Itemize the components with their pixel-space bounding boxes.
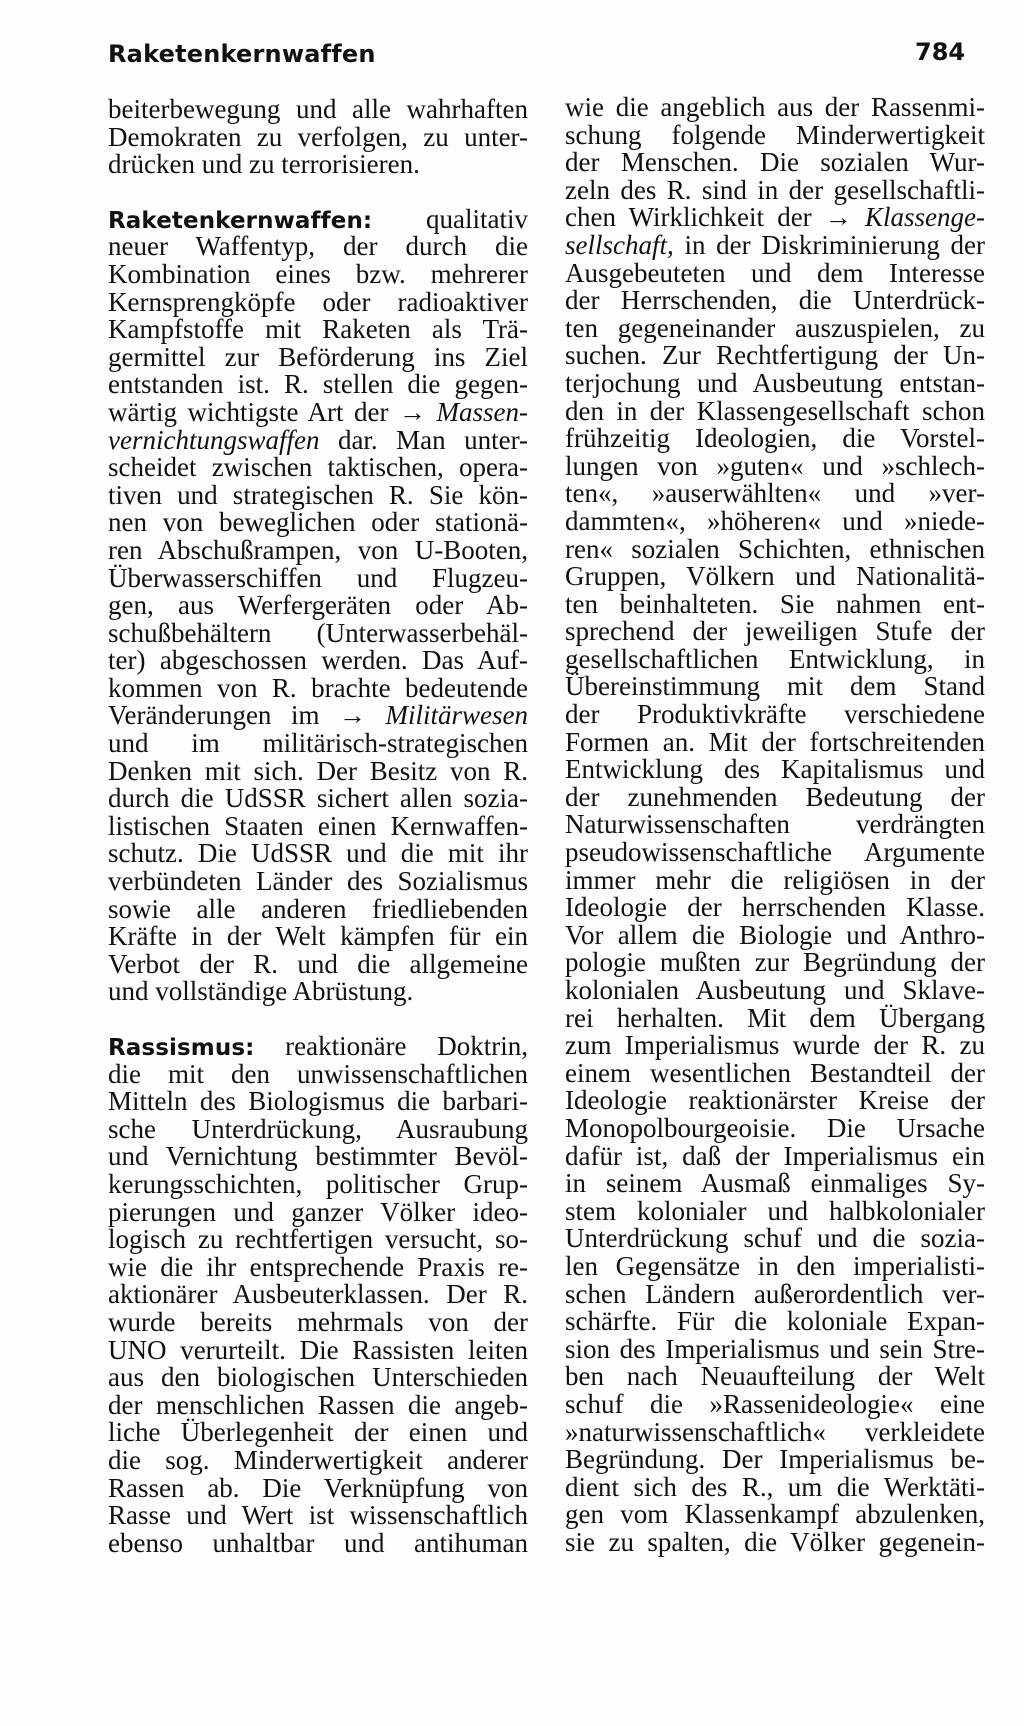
cross-reference-link: Massen- xyxy=(436,396,528,427)
text-line: dafür ist, daß der Imperialismus ein xyxy=(565,1140,985,1171)
text-line: liche Überlegenheit der einen und xyxy=(108,1417,528,1448)
text-line: drücken und zu terrorisieren. xyxy=(108,149,420,180)
text-line: kommen von R. brachte bedeutende xyxy=(108,672,528,703)
entry-term: Raketenkernwaffen: xyxy=(108,207,373,234)
text-line: und Vernichtung bestimmter Bevöl- xyxy=(108,1141,528,1172)
text-line: die sog. Minderwertigkeit anderer xyxy=(108,1444,528,1475)
text-line: Kernsprengköpfe oder radioaktiver xyxy=(108,286,528,317)
text-line: len Gegensätze in den imperialisti- xyxy=(565,1250,985,1281)
right-column: wie die angeblich aus der Rassenmi- schung folgende Minderwertigkeit der Menschen. Die sozialen Wur- zeln des R. sind in der gesellschaftli- chen Wirklichkeit der → Klassenge- sellschaft, in der Diskriminierung der Ausgebeuteten und dem Interesse der Herrschenden, die Unterdrück- ten gegeneinander auszuspielen, zu suchen. Zur Rechtfertigung der Un- terjochung und Ausbeutung entstan- den in der Klassengesellschaft schon frühzeitig Ideologien, die Vorstel- lungen von »guten« und »schlech- ten«, »auserwählten« und »ver- dammten«, »höheren« und »niede- ren« sozialen Schichten, ethnischen Gruppen, Völkern und Nationalitä- ten beinhalteten. Sie nahmen ent- sprechend der jeweiligen Stufe der gesellschaftlichen Entwicklung, in Übereinstimmung mit dem Stand der Produktivkräfte verschiedene Formen an. Mit der fortschreitenden Entwicklung des Kapitalismus und der zunehmenden Bedeutung der Naturwissenschaften verdrängten pseudowissenschaftliche Argumente immer mehr die religiösen in der Ideologie der herrschenden Klasse. Vor allem die Biologie und Anthro- pologie mußten zur Begründung der kolonialen Ausbeutung und Sklave- rei herhalten. Mit dem Übergang zum Imperialismus wurde der R. zu einem wesentlichen Bestandteil der Ideologie reaktionärster Kreise der Monopolbourgeoisie. Die Ursache dafür ist, daß der Imperialismus ein in seinem Ausmaß einmaliges Sy- stem kolonialer und halbkolonialer Unterdrückung schuf und die sozia- len Gegensätze in den imperialisti- schen Ländern außerordentlich ver- schärfte. Für die koloniale Expan- sion des Imperialismus und sein Stre- ben nach Neuaufteilung der Welt schuf die »Rassenideologie« eine »naturwissenschaftlich« verkleidete Begründung. Der Imperialismus be- dient sich des R., um die Werktäti- gen vom Klassenkampf abzulenken, sie zu spalten, die Völker gegenein- xyxy=(565,92,985,1557)
text-line: entstanden ist. R. stellen die gegen- xyxy=(108,369,528,400)
text-line: sie zu spalten, die Völker gegenein- xyxy=(565,1526,985,1557)
continuation-paragraph xyxy=(108,96,528,179)
text-line: ten gegeneinander auszuspielen, zu xyxy=(565,312,985,343)
text-line: aus den biologischen Unterschieden xyxy=(108,1362,528,1393)
text-line: gesellschaftlichen Entwicklung, in xyxy=(565,643,985,674)
text-line: tiven und strategischen R. Sie kön- xyxy=(108,479,528,510)
text-line: Verbot der R. und die allgemeine xyxy=(108,948,528,979)
text-line: einem wesentlichen Bestandteil der xyxy=(565,1057,985,1088)
text-line: listischen Staaten einen Kernwaffen- xyxy=(108,810,528,841)
text-line: aktionärer Ausbeuterklassen. Der R. xyxy=(108,1279,528,1310)
text-line: germittel zur Beförderung ins Ziel xyxy=(108,341,528,372)
text-line: der Menschen. Die sozialen Wur- xyxy=(565,147,985,178)
text-line: durch die UdSSR sichert allen sozia- xyxy=(108,783,528,814)
text-line: ter) abgeschossen werden. Das Auf- xyxy=(108,645,528,676)
text-line: dient sich des R., um die Werktäti- xyxy=(565,1471,985,1502)
text-line: scheidet zwischen taktischen, opera- xyxy=(108,452,528,483)
text-line: pologie mußten zur Begründung der xyxy=(565,947,985,978)
text-line: sche Unterdrückung, Ausraubung xyxy=(108,1113,528,1144)
running-header-term: Raketenkernwaffen xyxy=(108,40,376,68)
text-line: schung folgende Minderwertigkeit xyxy=(565,119,985,150)
cross-reference-arrow: → xyxy=(824,202,852,233)
text-line: der Produktivkräfte verschiedene xyxy=(565,699,985,730)
text-line: wie die angeblich aus der Rassenmi- xyxy=(565,92,985,122)
cross-reference-arrow: → xyxy=(399,396,426,427)
text-line: die mit den unwissenschaftlichen xyxy=(108,1058,528,1089)
cross-reference-arrow: → xyxy=(338,700,366,731)
text-line: Vor allem die Biologie und Anthro- xyxy=(565,919,985,950)
text-line: Kombination eines bzw. mehrerer xyxy=(108,258,528,289)
text-line: ten beinhalteten. Sie nahmen ent- xyxy=(565,588,985,619)
text-line: Entwicklung des Kapitalismus und xyxy=(565,754,985,785)
cross-reference-link: Klassenge- xyxy=(865,202,985,233)
text-line: der menschlichen Rassen die angeb- xyxy=(108,1389,528,1420)
text-line: Kräfte in der Welt kämpfen für ein xyxy=(108,921,528,952)
text-line: Naturwissenschaften verdrängten xyxy=(565,809,985,840)
text-line: ben nach Neuaufteilung der Welt xyxy=(565,1361,985,1392)
text-line: zeln des R. sind in der gesellschaftli- xyxy=(565,174,985,205)
text-line: gen vom Klassenkampf abzulenken, xyxy=(565,1499,985,1530)
text-line: Rasse und Wert ist wissenschaftlich xyxy=(108,1500,528,1531)
text-line: Unterdrückung schuf und die sozia- xyxy=(565,1223,985,1254)
text-line: pierungen und ganzer Völker ideo- xyxy=(108,1196,528,1227)
text-line: Kampfstoffe mit Raketen als Trä- xyxy=(108,314,528,345)
text-line: UNO verurteilt. Die Rassisten leiten xyxy=(108,1334,528,1365)
cross-reference-link: Militärwesen xyxy=(385,700,529,731)
text-line: zum Imperialismus wurde der R. zu xyxy=(565,1030,985,1061)
text-line: Übereinstimmung mit dem Stand xyxy=(565,671,985,702)
text-line: kerungsschichten, politischer Grup- xyxy=(108,1168,528,1199)
text-line: der Herrschenden, die Unterdrück- xyxy=(565,285,985,316)
text-line: wurde bereits mehrmals von der xyxy=(108,1306,528,1337)
text-line: Gruppen, Völkern und Nationalitä- xyxy=(565,561,985,592)
text-line: Demokraten zu verfolgen, zu unter- xyxy=(108,121,528,152)
text-line: pseudowissenschaftliche Argumente xyxy=(565,837,985,868)
text-line: nen von beweglichen oder stationä- xyxy=(108,507,528,538)
text-line: wie die ihr entsprechende Praxis re- xyxy=(108,1251,528,1282)
cross-reference-link: sellschaft, xyxy=(565,229,674,260)
text-line: logisch zu rechtfertigen versucht, so- xyxy=(108,1224,528,1255)
text-line: ten«, »auserwählten« und »ver- xyxy=(565,478,985,509)
text-line: Rassen ab. Die Verknüpfung von xyxy=(108,1472,528,1503)
text-line: Formen an. Mit der fortschreitenden xyxy=(565,726,985,757)
text-line: Denken mit sich. Der Besitz von R. xyxy=(108,755,528,786)
text-line: immer mehr die religiösen in der xyxy=(565,864,985,895)
text-line: schen Ländern außerordentlich ver- xyxy=(565,1278,985,1309)
text-line: suchen. Zur Rechtfertigung der Un- xyxy=(565,340,985,371)
text-line: frühzeitig Ideologien, die Vorstel- xyxy=(565,423,985,454)
text-line: sowie alle anderen friedliebenden xyxy=(108,893,528,924)
text-line: den in der Klassengesellschaft schon xyxy=(565,395,985,426)
text-line: ren Abschußrampen, von U-Booten, xyxy=(108,534,528,565)
page-number: 784 xyxy=(915,38,966,66)
text-line: Monopolbourgeoisie. Die Ursache xyxy=(565,1112,985,1143)
text-line: Ausgebeuteten und dem Interesse xyxy=(565,257,985,288)
text-line: neuer Waffentyp, der durch die xyxy=(108,231,528,262)
text-line: sprechend der jeweiligen Stufe der xyxy=(565,616,985,647)
text-line: beiterbewegung und alle wahrhaften xyxy=(108,94,528,124)
text-line: Überwasserschiffen und Flugzeu- xyxy=(108,562,528,593)
text-line: »naturwissenschaftlich« verkleidete xyxy=(565,1416,985,1447)
entry-rassismus: Rassismus: reaktionäre Doktrin, die mit den unwissenschaftlichen Mitteln des Biologismus die barbari- sche Unterdrückung, Ausraubung und Vernichtung bestimmter Bevöl- kerungsschichten, politischer Grup- pierungen und ganzer Völker ideo- logisch zu rechtfertigen versucht, so- wie die ihr entsprechende Praxis re- aktionärer Ausbeuterklassen. Der R. wurde bereits mehrmals von der UNO verurteilt. Die Rassisten leiten aus den biologischen Unterschieden der menschlichen Rassen die angeb- liche Überlegenheit der einen und die sog. Minderwertigkeit anderer Rassen ab. Die Verknüpfung von Rasse und Wert ist wissenschaftlich ebenso unhaltbar und antihuman xyxy=(108,1031,528,1558)
text-line: und vollständige Abrüstung. xyxy=(108,976,414,1007)
text-line: sion des Imperialismus und sein Stre- xyxy=(565,1333,985,1364)
text-line: schußbehältern (Unterwasserbehäl- xyxy=(108,617,528,648)
text-line: und im militärisch-strategischen xyxy=(108,728,528,759)
text-line: schärfte. Für die koloniale Expan- xyxy=(565,1306,985,1337)
entry-term: Rassismus: xyxy=(108,1035,255,1061)
text-line: ren« sozialen Schichten, ethnischen xyxy=(565,533,985,564)
text-line: gen, aus Werfergeräten oder Ab- xyxy=(108,590,528,621)
text-line: rei herhalten. Mit dem Übergang xyxy=(565,1002,985,1033)
text-line: stem kolonialer und halbkolonialer xyxy=(565,1195,985,1226)
text-line: in seinem Ausmaß einmaliges Sy- xyxy=(565,1168,985,1199)
text-line: schutz. Die UdSSR und die mit ihr xyxy=(108,838,528,869)
text-line: Begründung. Der Imperialismus be- xyxy=(565,1444,985,1475)
text-line: Mitteln des Biologismus die barbari- xyxy=(108,1086,528,1117)
text-line: der zunehmenden Bedeutung der xyxy=(565,781,985,812)
text-line: schuf die »Rassenideologie« eine xyxy=(565,1388,985,1419)
text-line: ebenso unhaltbar und antihuman xyxy=(108,1527,528,1558)
text-line: dammten«, »höheren« und »niede- xyxy=(565,505,985,536)
text-line: lungen von »guten« und »schlech- xyxy=(565,450,985,481)
cross-reference-link: vernichtungswaffen xyxy=(108,424,320,455)
entry-raketenkernwaffen: Raketenkernwaffen: qualitativ neuer Waffentyp, der durch die Kombination eines bzw. mehrerer Kernsprengköpfe oder radioaktiver Kampfstoffe mit Raketen als Trä- germittel zur Beförderung ins Ziel entstanden ist. R. stellen die gegen- wärtig wichtigste Art der → Massen- vernichtungswaffen dar. Man unter- scheidet zwischen taktischen, opera- tiven und strategischen R. Sie kön- nen von beweglichen oder stationä- ren Abschußrampen, von U-Booten, Überwasserschiffen und Flugzeu- gen, aus Werfergeräten oder Ab- schußbehältern (Unterwasserbehäl- ter) abgeschossen werden. Das Auf- kommen von R. brachte bedeutende Veränderungen im → Militärwesen und im militärisch-strategischen Denken mit sich. Der Besitz von R. durch die UdSSR sichert allen sozia- listischen Staaten einen Kernwaffen- schutz. Die UdSSR und die mit ihr verbündeten Länder des Sozialismus sowie alle anderen friedliebenden Kräfte in der Welt kämpfen für ein Verbot der R. und die allgemeine und vollständige Abrüstung. xyxy=(108,203,529,1007)
text-line: terjochung und Ausbeutung entstan- xyxy=(565,367,985,398)
text-line: verbündeten Länder des Sozialismus xyxy=(108,866,528,897)
text-line: Ideologie der herrschenden Klasse. xyxy=(565,892,985,923)
text-line: kolonialen Ausbeutung und Sklave- xyxy=(565,975,985,1005)
text-line: Ideologie reaktionärster Kreise der xyxy=(565,1085,985,1116)
left-column xyxy=(108,96,528,1557)
